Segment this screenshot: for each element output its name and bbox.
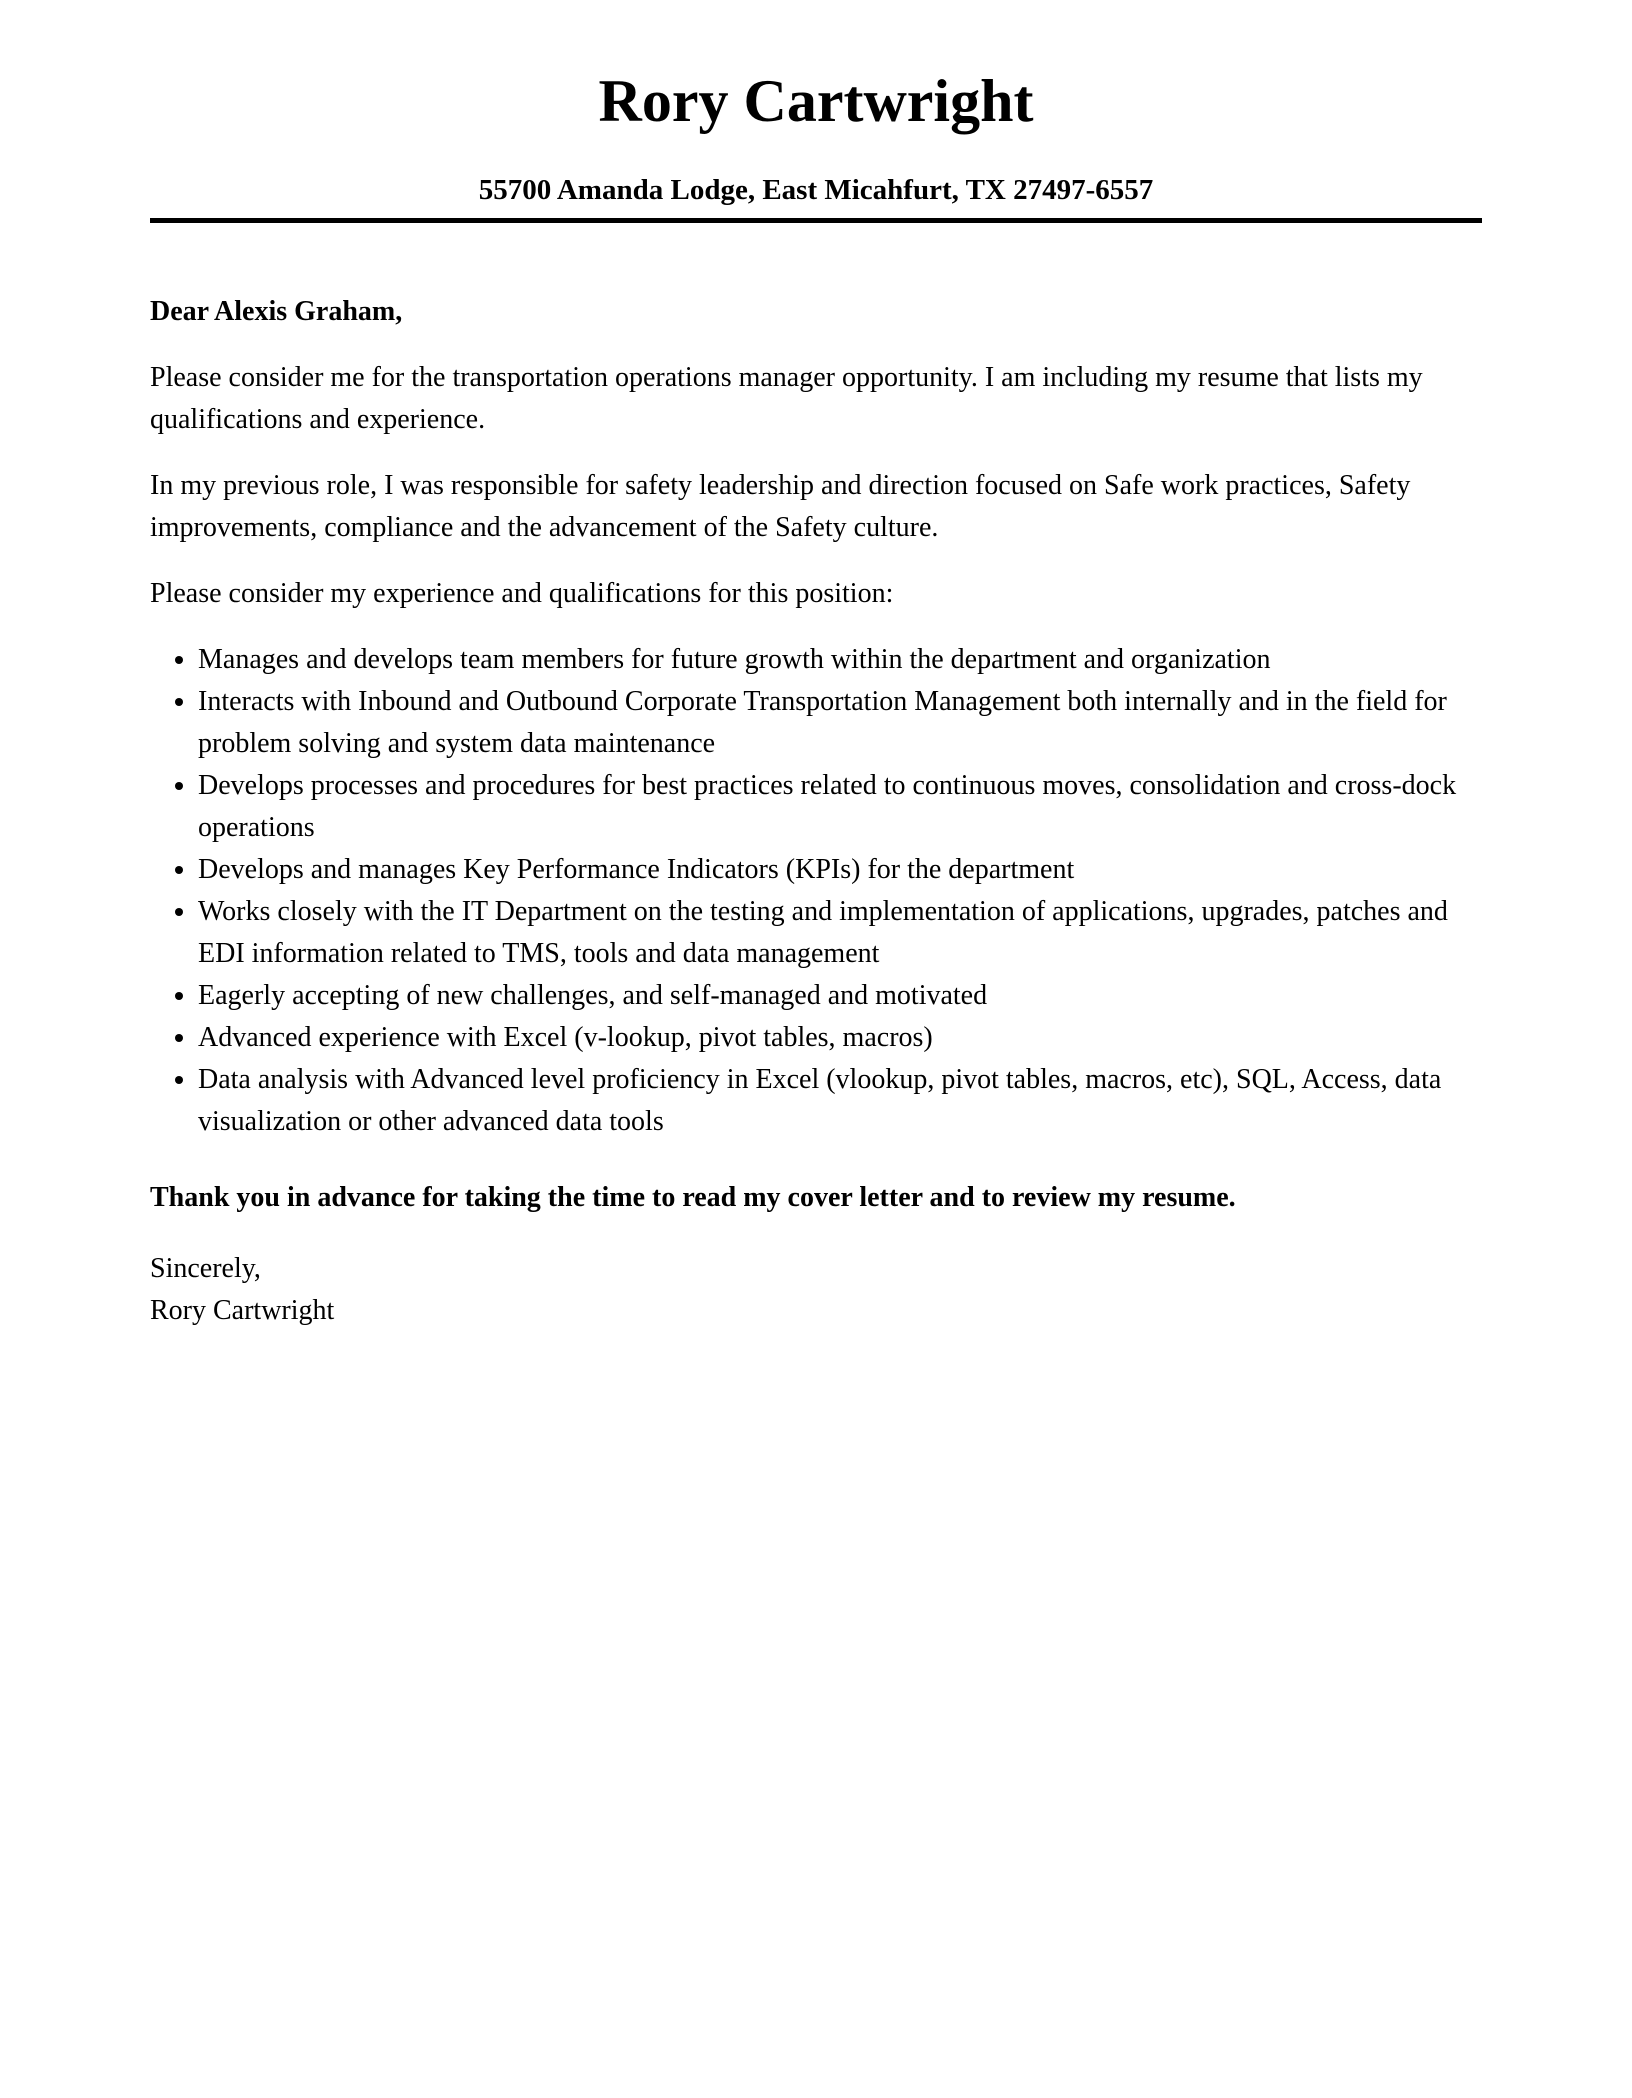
header-divider xyxy=(150,218,1482,223)
sender-name: Rory Cartwright xyxy=(598,68,1034,134)
salutation: Dear Alexis Graham, xyxy=(150,296,403,327)
closing-block xyxy=(150,1248,1482,1332)
paragraph-qualifications-lead: Please consider my experience and qualifications for this position: xyxy=(150,578,894,609)
sender-address: 55700 Amanda Lodge, East Micahfurt, TX 27497-6557 xyxy=(478,174,1154,206)
qualification-item: • Develops and manages Key Performance Indicators (KPIs) for the department xyxy=(198,849,1482,891)
qualification-item: • Interacts with Inbound and Outbound Corporate Transportation Management both internally and in the field for problem solving and system data maintenance xyxy=(198,681,1482,765)
letter-body xyxy=(150,291,1482,1332)
qualification-item: • Manages and develops team members for future growth within the department and organization xyxy=(198,639,1482,681)
paragraph-previous-role: In my previous role, I was responsible for safety leadership and direction focused on Safe work practices, Safety improvements, compliance and the advancement of the Safety culture. xyxy=(150,470,1411,543)
thanks-line: Thank you in advance for taking the time to read my cover letter and to review my resume. xyxy=(150,1182,1236,1213)
closing-salutation: Sincerely, xyxy=(150,1253,261,1284)
qualification-item: • Works closely with the IT Department on the testing and implementation of applications, upgrades, patches and EDI information related to TMS, tools and data management xyxy=(198,891,1482,975)
qualification-item: • Develops processes and procedures for best practices related to continuous moves, consolidation and cross-dock operations xyxy=(198,765,1482,849)
qualification-item: • Eagerly accepting of new challenges, and self-managed and motivated xyxy=(198,975,1482,1017)
paragraph-intro: Please consider me for the transportation operations manager opportunity. I am including my resume that lists my qualifications and experience. xyxy=(150,362,1423,435)
letter-header xyxy=(150,68,1482,223)
qualification-item: • Data analysis with Advanced level proficiency in Excel (vlookup, pivot tables, macros, etc), SQL, Access, data visualization or other advanced data tools xyxy=(198,1059,1482,1143)
signature-name: Rory Cartwright xyxy=(150,1295,335,1326)
qualification-item: • Advanced experience with Excel (v-lookup, pivot tables, macros) xyxy=(198,1017,1482,1059)
qualifications-list xyxy=(150,639,1482,1143)
